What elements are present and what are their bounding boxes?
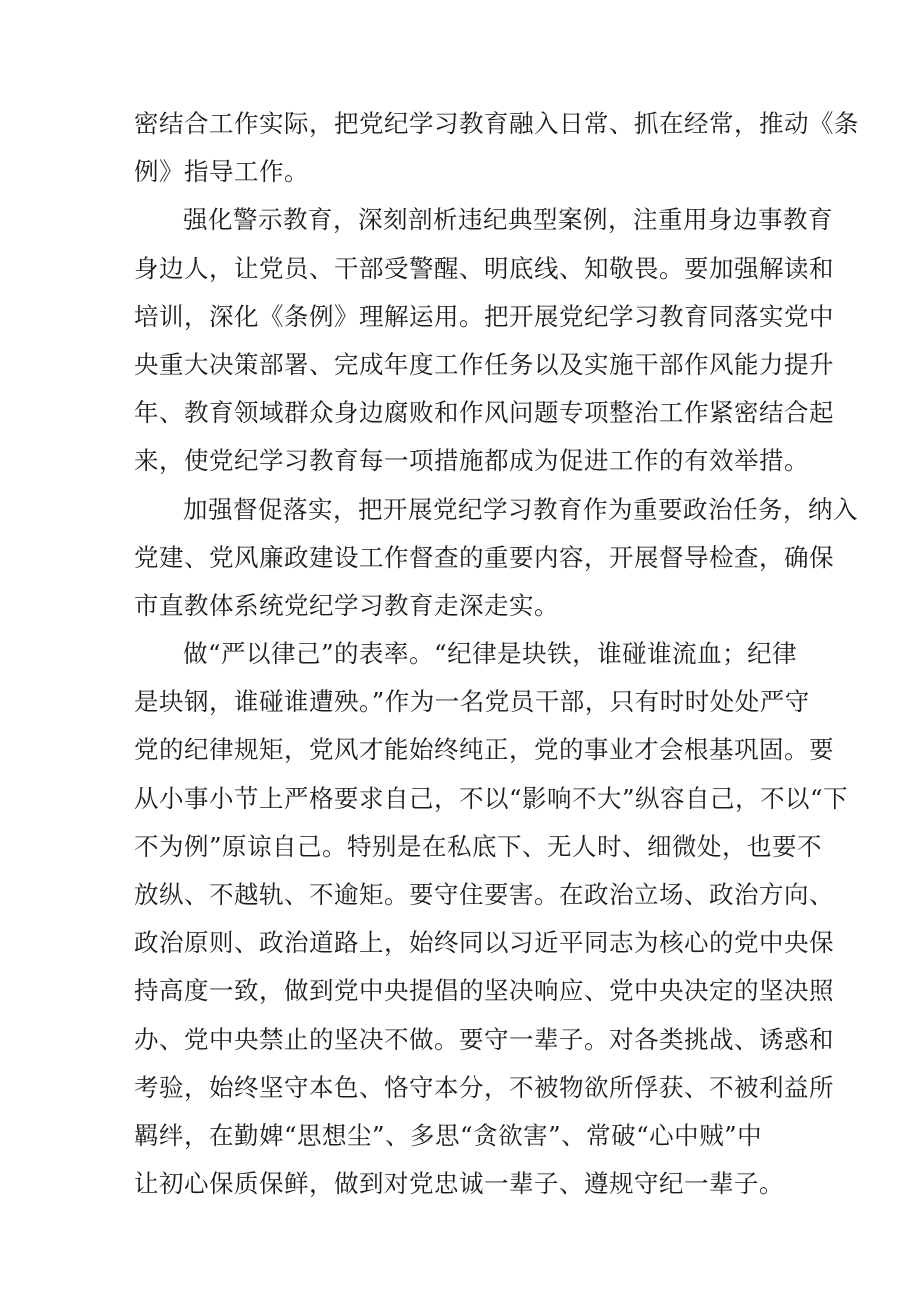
text-line: 放纵、不越轨、不逾矩。要守住要害。在政治立场、政治方向、	[134, 880, 834, 909]
text-line: 考验，始终坚守本色、恪守本分，不被物欲所俘获、不被利益所	[134, 1072, 834, 1102]
text-line: 不为例”原谅自己。特别是在私底下、无人时、细微处，也要不	[134, 831, 823, 861]
text-line: 羁绊，在勤婢“思想尘”、多思“贪欲害”、常破“心中贼”中	[134, 1120, 763, 1150]
paragraph-start-line: 加强督促落实，把开展党纪学习教育作为重要政治任务，纳入	[183, 494, 858, 524]
text-line: 让初心保质保鲜，做到对党忠诚一辈子、遵规守纪一辈子。	[134, 1169, 784, 1199]
text-line: 例》指导工作。	[134, 157, 309, 187]
body-text	[134, 100, 859, 1208]
text-line: 持高度一致，做到党中央提倡的坚决响应、党中央决定的坚决照	[134, 976, 834, 1006]
paragraph-start-line: 做“严以律己”的表率。“纪律是块铁，谁碰谁流血；纪律	[183, 639, 798, 669]
text-line: 培训，深化《条例》理解运用。把开展党纪学习教育同落实党中	[134, 301, 834, 331]
text-line: 是块钢，谁碰谁遭殃。”作为一名党员干部，只有时时处处严守	[134, 687, 810, 717]
text-line: 办、党中央禁止的坚决不做。要守一辈子。对各类挑战、诱惑和	[134, 1024, 834, 1054]
text-line: 身边人，让党员、干部受警醒、明底线、知敬畏。要加强解读和	[134, 253, 834, 283]
text-line: 来，使党纪学习教育每一项措施都成为促进工作的有效举措。	[134, 446, 809, 476]
text-line: 密结合工作实际，把党纪学习教育融入日常、抓在经常，推动《条	[134, 109, 859, 138]
text-line: 党建、党风廉政建设工作督查的重要内容，开展督导检查，确保	[134, 542, 834, 572]
text-line: 政治原则、政治道路上，始终同以习近平同志为核心的党中央保	[134, 928, 834, 958]
text-line: 从小事小节上严格要求自己，不以“影响不大”纵容自己，不以“下	[134, 783, 849, 813]
text-line: 市直教体系统党纪学习教育走深走实。	[134, 590, 559, 620]
text-line: 央重大决策部署、完成年度工作任务以及实施干部作风能力提升	[134, 349, 834, 379]
text-line: 党的纪律规矩，党风才能始终纯正，党的事业才会根基巩固。要	[134, 735, 834, 765]
paragraph-start-line: 强化警示教育，深刻剖析违纪典型案例，注重用身边事教育	[183, 205, 833, 235]
text-line: 年、教育领域群众身边腐败和作风问题专项整治工作紧密结合起	[134, 398, 834, 428]
